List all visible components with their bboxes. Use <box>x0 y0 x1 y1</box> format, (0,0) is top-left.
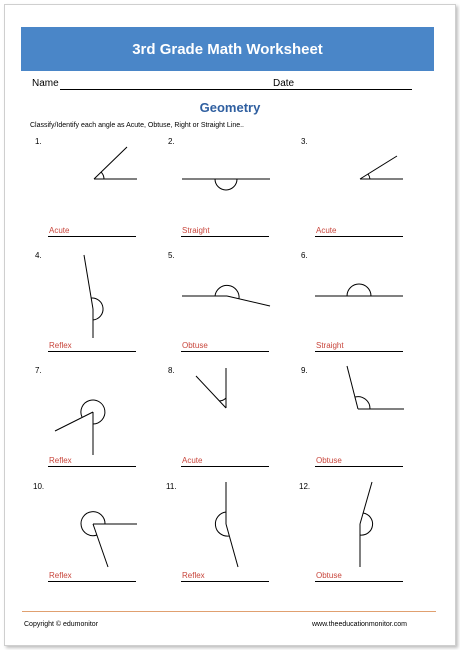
answer-text: Acute <box>182 456 203 465</box>
copyright-text: Copyright © edumonitor <box>24 621 99 628</box>
answer-text: Reflex <box>182 571 205 580</box>
answer-line[interactable] <box>48 236 136 237</box>
answer-line[interactable] <box>181 351 269 352</box>
date-label: Date <box>273 78 295 89</box>
angle-8 <box>196 368 226 408</box>
answer-line[interactable] <box>315 236 403 237</box>
angle-11 <box>215 482 238 567</box>
answer-line[interactable] <box>315 351 403 352</box>
answer-text: Reflex <box>49 341 72 350</box>
answer-text: Straight <box>182 226 210 235</box>
angle-4 <box>84 255 103 338</box>
answer-line[interactable] <box>315 581 403 582</box>
angle-5 <box>182 285 270 306</box>
angle-9 <box>347 366 404 409</box>
website-link[interactable]: www.theeducationmonitor.com <box>312 621 407 628</box>
answer-text: Acute <box>316 226 337 235</box>
answer-text: Acute <box>49 226 70 235</box>
problem-number: 1. <box>35 137 42 146</box>
problem-number: 7. <box>35 366 42 375</box>
answer-line[interactable] <box>48 581 136 582</box>
problem-number: 4. <box>35 251 42 260</box>
answer-text: Reflex <box>49 456 72 465</box>
problem-number: 9. <box>301 366 308 375</box>
angle-1 <box>94 147 137 179</box>
problem-number: 8. <box>168 366 175 375</box>
answer-line[interactable] <box>48 466 136 467</box>
problem-number: 6. <box>301 251 308 260</box>
answer-text: Straight <box>316 341 344 350</box>
worksheet-title: 3rd Grade Math Worksheet <box>132 40 323 58</box>
angle-3 <box>360 156 403 179</box>
name-label: Name <box>32 78 59 89</box>
problem-number: 10. <box>33 482 45 491</box>
answer-line[interactable] <box>181 466 269 467</box>
answer-line[interactable] <box>181 236 269 237</box>
problem-number: 2. <box>168 137 175 146</box>
angle-7 <box>55 400 105 455</box>
answer-text: Obtuse <box>316 571 342 580</box>
footer-divider <box>22 611 436 612</box>
problem-number: 12. <box>299 482 311 491</box>
angle-2 <box>182 179 270 190</box>
answer-text: Obtuse <box>182 341 208 350</box>
answer-text: Reflex <box>49 571 72 580</box>
instructions: Classify/Identify each angle as Acute, Obtuse, Right or Straight Line.. <box>30 122 245 129</box>
angle-12 <box>360 482 373 567</box>
problem-number: 3. <box>301 137 308 146</box>
angle-6 <box>315 284 403 296</box>
answer-line[interactable] <box>181 581 269 582</box>
problem-number: 11. <box>166 482 177 491</box>
answer-line[interactable] <box>315 466 403 467</box>
angle-10 <box>81 512 137 567</box>
problem-number: 5. <box>168 251 175 260</box>
answer-line[interactable] <box>48 351 136 352</box>
answer-text: Obtuse <box>316 456 342 465</box>
section-title: Geometry <box>199 100 261 115</box>
